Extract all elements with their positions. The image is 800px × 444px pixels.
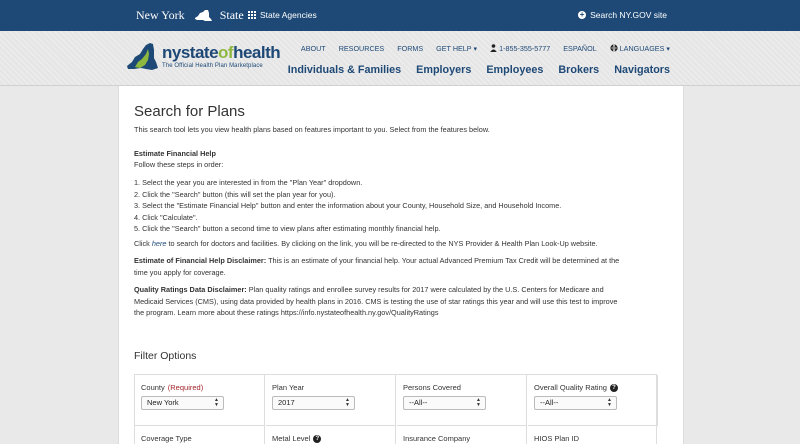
filter-options-title: Filter Options xyxy=(134,350,197,362)
quality-disclaimer: Quality Ratings Data Disclaimer: Plan quality ratings and enrollee survey results for 2017 were calculated by the U.S. Centers for Medicare and Medicaid Services (CMS), using data provided by health plans in 2016. CMS is testing the use of star ratings this year and will use this test to improve the program. Learn more about these ratings https://info.nystateofhealth.ny.gov/QualityRatings xyxy=(134,285,618,317)
nav-espanol[interactable]: ESPAÑOL xyxy=(563,44,597,53)
plan-year-label: Plan Year xyxy=(272,383,305,392)
state-agencies-label: State Agencies xyxy=(260,10,317,20)
quality-rating-label: Overall Quality Rating ? xyxy=(534,383,618,392)
top-bar xyxy=(0,0,800,31)
hios-plan-id-label: HIOS Plan ID xyxy=(534,434,580,443)
filter-coverage-type xyxy=(135,425,265,444)
search-nygov-link[interactable] xyxy=(578,10,667,20)
nav-navigators[interactable]: Navigators xyxy=(614,64,670,76)
financial-disclaimer: Estimate of Financial Help Disclaimer: This is an estimate of your financial help. Your actual Advanced Premium Tax Credit will be determined at the time you apply for coverage. xyxy=(134,256,620,277)
estimate-follow-text: Follow these steps in order: xyxy=(134,160,224,169)
plan-year-select[interactable]: 2017 ▲ ▼ xyxy=(272,396,355,410)
select-arrows-icon: ▲ ▼ xyxy=(345,397,350,408)
step-item: 2. Click the "Search" button (this will set the plan year for you). xyxy=(134,189,336,199)
filter-plan-year xyxy=(266,375,396,425)
select-arrows-icon: ▲ ▼ xyxy=(476,397,481,408)
filter-insurance-company xyxy=(397,425,527,444)
nav-forms[interactable]: FORMS xyxy=(397,44,424,53)
nav-individuals-families[interactable]: Individuals & Families xyxy=(287,64,402,76)
filter-county xyxy=(135,375,265,425)
page-title: Search for Plans xyxy=(134,103,245,120)
ny-state-left-text: New York xyxy=(136,8,185,22)
filter-quality-rating xyxy=(528,375,658,425)
nav-employers[interactable]: Employers xyxy=(416,64,472,76)
ny-state-map-icon xyxy=(193,9,213,22)
nystateofhealth-logo[interactable] xyxy=(124,40,280,74)
content-card xyxy=(118,86,684,444)
question-icon[interactable]: ? xyxy=(313,435,321,443)
provider-lookup-text: Click here to search for doctors and facilities. By clicking on the link, you will be re-directed to the NYS Provider & Health Plan Look-Up website. xyxy=(134,239,598,248)
ny-state-right-text: State xyxy=(219,8,244,22)
utility-nav xyxy=(301,44,670,53)
persons-covered-select[interactable]: --All-- ▲ ▼ xyxy=(403,396,486,410)
grid-icon xyxy=(248,11,256,19)
state-agencies-link[interactable] xyxy=(248,10,317,20)
nav-about[interactable]: ABOUT xyxy=(300,44,326,53)
plus-circle-icon: + xyxy=(579,10,585,19)
metal-level-label: Metal Level ? xyxy=(272,434,321,443)
filter-persons-covered xyxy=(397,375,527,425)
county-label: County (Required) xyxy=(141,383,204,392)
languages-label: LANGUAGES ▾ xyxy=(619,44,670,53)
insurance-company-label: Insurance Company xyxy=(403,434,471,443)
required-marker: (Required) xyxy=(167,383,204,392)
filter-grid xyxy=(134,374,657,444)
step-item: 4. Click "Calculate". xyxy=(134,212,198,222)
nav-resources[interactable]: RESOURCES xyxy=(338,44,385,53)
site-header xyxy=(0,31,800,86)
estimate-heading: Estimate Financial Help xyxy=(134,149,216,158)
nav-employees[interactable]: Employees xyxy=(486,64,544,76)
logo-wordmark: nystateofhealth xyxy=(162,43,281,62)
filter-hios-plan-id xyxy=(528,425,658,444)
question-icon[interactable]: ? xyxy=(610,384,618,392)
step-item: 5. Click the "Search" button a second time to view plans after estimating monthly financial help. xyxy=(134,224,441,233)
select-arrows-icon: ▲ ▼ xyxy=(607,397,612,408)
main-nav xyxy=(288,64,670,76)
phone-number: 1-855-355-5777 xyxy=(499,44,551,53)
quality-rating-select[interactable]: --All-- ▲ ▼ xyxy=(534,396,617,410)
coverage-type-label: Coverage Type xyxy=(141,434,192,443)
step-item: 3. Select the "Estimate Financial Help" button and enter the information about your County, Household Size, and Household Income. xyxy=(134,201,562,210)
ny-state-logo-map-icon xyxy=(124,40,160,74)
intro-text: This search tool lets you view health plans based on features important to you. Select from the features below. xyxy=(134,125,490,134)
ny-state-brand[interactable] xyxy=(136,8,244,23)
persons-covered-label: Persons Covered xyxy=(403,383,461,392)
logo-tagline: The Official Health Plan Marketplace xyxy=(162,63,263,69)
step-item: 1. Select the year you are interested in from the "Plan Year" dropdown. xyxy=(134,178,363,187)
steps-list xyxy=(134,177,664,235)
quality-disclaimer-label: Quality Ratings Data Disclaimer: xyxy=(134,285,247,294)
person-icon xyxy=(490,44,497,52)
nav-languages[interactable] xyxy=(610,44,670,53)
nav-phone[interactable] xyxy=(490,44,550,53)
search-nygov-label: Search NY.GOV site xyxy=(590,10,667,20)
globe-icon xyxy=(610,44,618,52)
nav-get-help[interactable]: GET HELP ▾ xyxy=(436,44,478,53)
select-arrows-icon: ▲ ▼ xyxy=(214,397,219,408)
filter-metal-level xyxy=(266,425,396,444)
financial-disclaimer-label: Estimate of Financial Help Disclaimer: xyxy=(134,256,267,265)
county-select[interactable]: New York ▲ ▼ xyxy=(141,396,224,410)
provider-lookup-link[interactable]: here xyxy=(151,239,167,248)
nav-brokers[interactable]: Brokers xyxy=(558,64,600,76)
